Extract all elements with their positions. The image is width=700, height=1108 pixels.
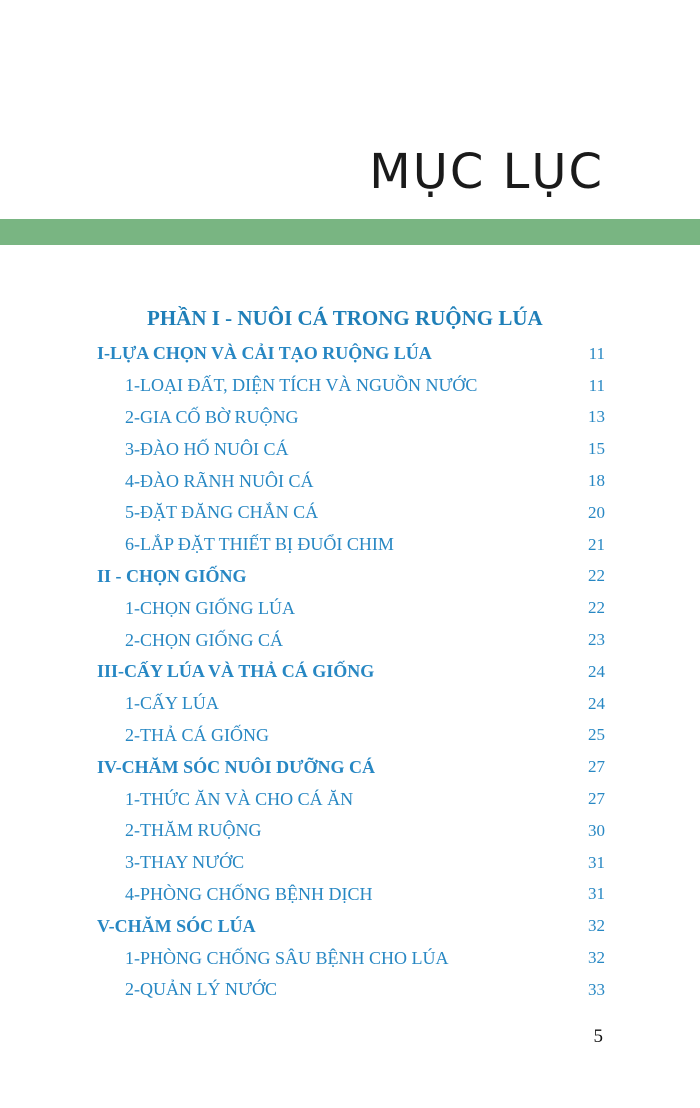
toc-entry-label: 2-GIA CỐ BỜ RUỘNG [125, 406, 299, 427]
toc-entry-label: 2-QUẢN LÝ NƯỚC [125, 979, 277, 1000]
toc-subsection-entry[interactable] [97, 783, 605, 815]
toc-entry-label: 1-CHỌN GIỐNG LÚA [125, 597, 295, 618]
toc-subsection-entry[interactable] [97, 529, 605, 561]
toc-section-entry[interactable] [97, 656, 605, 688]
accent-bar [0, 219, 700, 245]
toc-entry-page: 24 [588, 693, 605, 713]
page-title: MỤC LỤC [369, 144, 604, 200]
toc-subsection-entry[interactable] [97, 815, 605, 847]
toc-subsection-entry[interactable] [97, 847, 605, 879]
toc-entry-page: 24 [588, 661, 605, 681]
toc-entry-page: 31 [588, 852, 605, 872]
toc-subsection-entry[interactable] [97, 402, 605, 434]
toc-entry-label: 2-THẢ CÁ GIỐNG [125, 724, 269, 745]
toc-subsection-entry[interactable] [97, 465, 605, 497]
part-heading: PHẦN I - NUÔI CÁ TRONG RUỘNG LÚA [147, 306, 543, 330]
toc-entry-label: 3-THAY NƯỚC [125, 852, 245, 873]
toc-entry-page: 20 [588, 502, 605, 522]
toc-subsection-entry[interactable] [97, 592, 605, 624]
toc-subsection-entry[interactable] [97, 688, 605, 720]
toc-entry-page: 21 [588, 534, 605, 554]
toc-entry-page: 11 [588, 343, 605, 363]
toc-subsection-entry[interactable] [97, 942, 605, 974]
toc-entry-label: 4-ĐÀO RÃNH NUÔI CÁ [125, 470, 314, 491]
toc-subsection-entry[interactable] [97, 974, 605, 1006]
toc-entry-label: 2-THĂM RUỘNG [125, 820, 262, 841]
toc-entry-label: II - CHỌN GIỐNG [97, 565, 247, 586]
toc-entry-page: 33 [588, 979, 605, 999]
toc-entry-page: 23 [588, 630, 605, 650]
toc-entry-page: 27 [588, 789, 605, 809]
toc-section-entry[interactable] [97, 910, 605, 942]
toc-entry-label: 2-CHỌN GIỐNG CÁ [125, 629, 283, 650]
toc-entry-label: 5-ĐẶT ĐĂNG CHẮN CÁ [125, 502, 319, 523]
toc-entry-label: V-CHĂM SÓC LÚA [97, 915, 256, 936]
toc-entry-page: 30 [588, 820, 605, 840]
toc-entry-label: 1-THỨC ĂN VÀ CHO CÁ ĂN [125, 788, 354, 809]
toc-entry-page: 22 [588, 566, 605, 586]
toc-entry-page: 32 [588, 916, 605, 936]
toc-entry-label: III-CẤY LÚA VÀ THẢ CÁ GIỐNG [97, 661, 375, 682]
toc-section-entry[interactable] [97, 338, 605, 370]
toc-section-entry[interactable] [97, 561, 605, 593]
toc-entry-page: 11 [588, 375, 605, 395]
toc-entry-page: 32 [588, 948, 605, 968]
toc-entry-page: 25 [588, 725, 605, 745]
toc-entry-page: 15 [588, 439, 605, 459]
toc-subsection-entry[interactable] [97, 720, 605, 752]
table-of-contents [97, 338, 605, 1006]
page-number: 5 [593, 1026, 603, 1047]
toc-entry-page: 18 [588, 471, 605, 491]
toc-entry-label: 1-LOẠI ĐẤT, DIỆN TÍCH VÀ NGUỒN NƯỚC [125, 375, 478, 396]
toc-subsection-entry[interactable] [97, 879, 605, 911]
toc-entry-label: I-LỰA CHỌN VÀ CẢI TẠO RUỘNG LÚA [97, 343, 432, 364]
toc-entry-label: 4-PHÒNG CHỐNG BỆNH DỊCH [125, 883, 373, 904]
toc-entry-page: 22 [588, 598, 605, 618]
toc-entry-label: IV-CHĂM SÓC NUÔI DƯỠNG CÁ [97, 756, 375, 777]
toc-subsection-entry[interactable] [97, 433, 605, 465]
toc-entry-page: 31 [588, 884, 605, 904]
toc-entry-page: 13 [588, 407, 605, 427]
toc-entry-label: 1-CẤY LÚA [125, 693, 219, 714]
toc-entry-label: 1-PHÒNG CHỐNG SÂU BỆNH CHO LÚA [125, 947, 449, 968]
toc-entry-label: 6-LẮP ĐẶT THIẾT BỊ ĐUỔI CHIM [125, 534, 394, 555]
toc-section-entry[interactable] [97, 751, 605, 783]
toc-subsection-entry[interactable] [97, 624, 605, 656]
toc-subsection-entry[interactable] [97, 370, 605, 402]
toc-entry-page: 27 [588, 757, 605, 777]
toc-entry-label: 3-ĐÀO HỐ NUÔI CÁ [125, 438, 289, 459]
toc-subsection-entry[interactable] [97, 497, 605, 529]
